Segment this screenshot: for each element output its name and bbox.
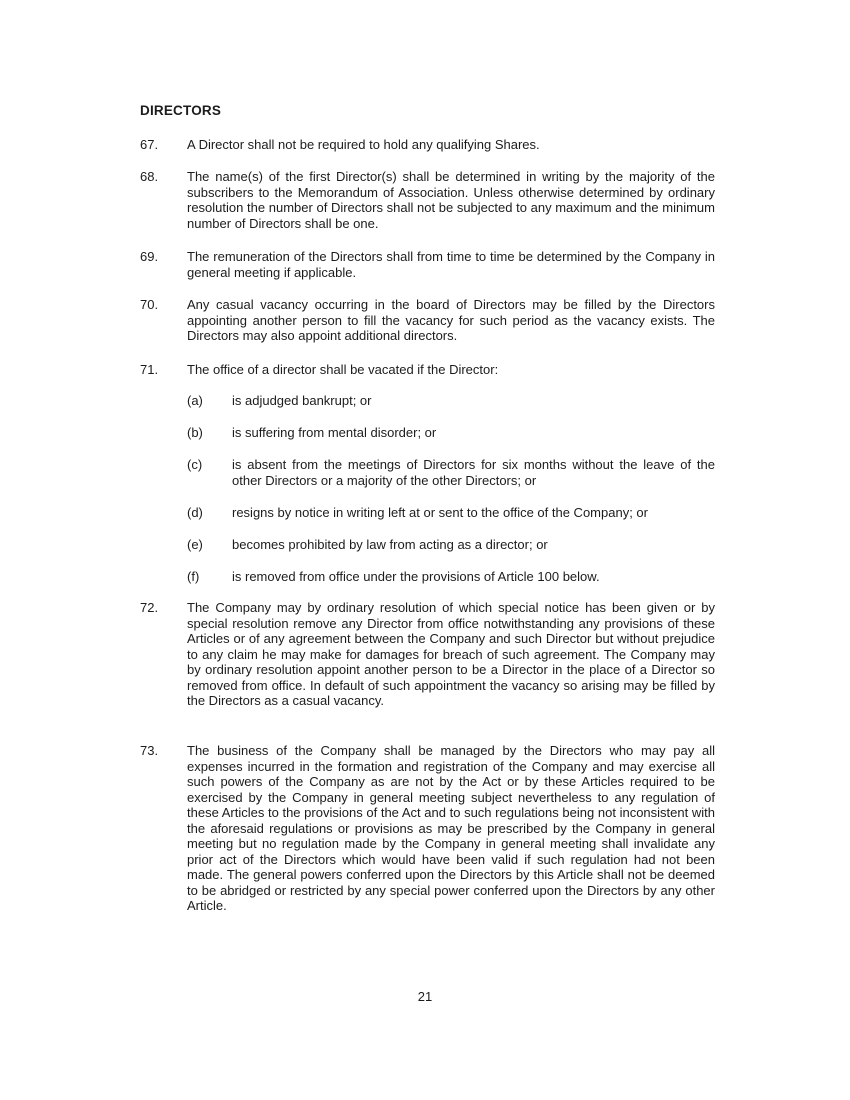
article-number: 73.	[140, 743, 159, 758]
article-text: The office of a director shall be vacated if the Director:	[187, 362, 499, 377]
article-text: The business of the Company shall be managed by the Directors who may pay all expenses incurred in the formation and registration of the Company and may exercise all such powers of the Company as are not by the Act or by these Articles required to be exercised by the Company in general meeting subject nevertheless to any regulation of these Articles to the provisions of the Act and to such regulations being not inconsistent with the aforesaid regulations or provisions as may be prescribed by the Company in general meeting but no regulation made by the Company in general meeting shall invalidate any prior act of the Directors which would have been valid if such regulation had not been made. The general powers conferred upon the Directors by this Article shall not be deemed to be abridged or restricted by any special power conferred upon the Directors by any other Article.	[187, 743, 715, 913]
subitem-label: (a)	[187, 393, 203, 408]
article-number: 67.	[140, 137, 159, 152]
subitem-e	[187, 537, 715, 553]
article-73	[140, 743, 715, 914]
subitem-d	[187, 505, 715, 521]
article-68	[140, 169, 715, 231]
article-text: Any casual vacancy occurring in the board of Directors may be filled by the Directors appointing another person to fill the vacancy for such period as the vacancy exists. The Directors may also appoint additional directors.	[187, 297, 715, 343]
subitem-text: is adjudged bankrupt; or	[232, 393, 372, 408]
article-number: 70.	[140, 297, 159, 312]
subitem-text: is removed from office under the provisions of Article 100 below.	[232, 569, 600, 584]
subitem-b	[187, 425, 715, 441]
subitem-c	[187, 457, 715, 488]
subitem-label: (d)	[187, 505, 203, 520]
article-72	[140, 600, 715, 709]
subitem-label: (c)	[187, 457, 203, 472]
subitem-text: becomes prohibited by law from acting as a director; or	[232, 537, 548, 552]
page-number: 21	[417, 989, 433, 1004]
section-heading: DIRECTORS	[140, 103, 222, 118]
subitem-label: (b)	[187, 425, 203, 440]
article-67	[140, 137, 715, 153]
subitem-a	[187, 393, 715, 409]
subitem-text: is suffering from mental disorder; or	[232, 425, 437, 440]
article-69	[140, 249, 715, 280]
subitem-f	[187, 569, 715, 585]
article-number: 69.	[140, 249, 159, 264]
subitem-text: resigns by notice in writing left at or sent to the office of the Company; or	[232, 505, 648, 520]
subitem-label: (f)	[187, 569, 200, 584]
article-70	[140, 297, 715, 344]
article-number: 68.	[140, 169, 159, 184]
subitem-label: (e)	[187, 537, 203, 552]
article-text: The name(s) of the first Director(s) shall be determined in writing by the majority of the subscribers to the Memorandum of Association. Unless otherwise determined by ordinary resolution the number of Directors shall not be subjected to any maximum and the minimum number of Directors shall be one.	[187, 169, 715, 231]
article-71	[140, 362, 715, 378]
article-text: A Director shall not be required to hold any qualifying Shares.	[187, 137, 540, 152]
subitem-text: is absent from the meetings of Directors for six months without the leave of the other Directors or a majority of the other Directors; or	[232, 457, 715, 488]
article-number: 72.	[140, 600, 159, 615]
article-text: The remuneration of the Directors shall from time to time be determined by the Company in general meeting if applicable.	[187, 249, 715, 280]
article-number: 71.	[140, 362, 159, 377]
article-text: The Company may by ordinary resolution of which special notice has been given or by special resolution remove any Director from office notwithstanding any provisions of these Articles or of any agreement between the Company and such Director but without prejudice to any claim he may make for damages for breach of such agreement. The Company may by ordinary resolution appoint another person to be a Director in the place of a Director so removed from office. In default of such appointment the vacancy so arising may be filled by the Directors as a casual vacancy.	[187, 600, 715, 708]
